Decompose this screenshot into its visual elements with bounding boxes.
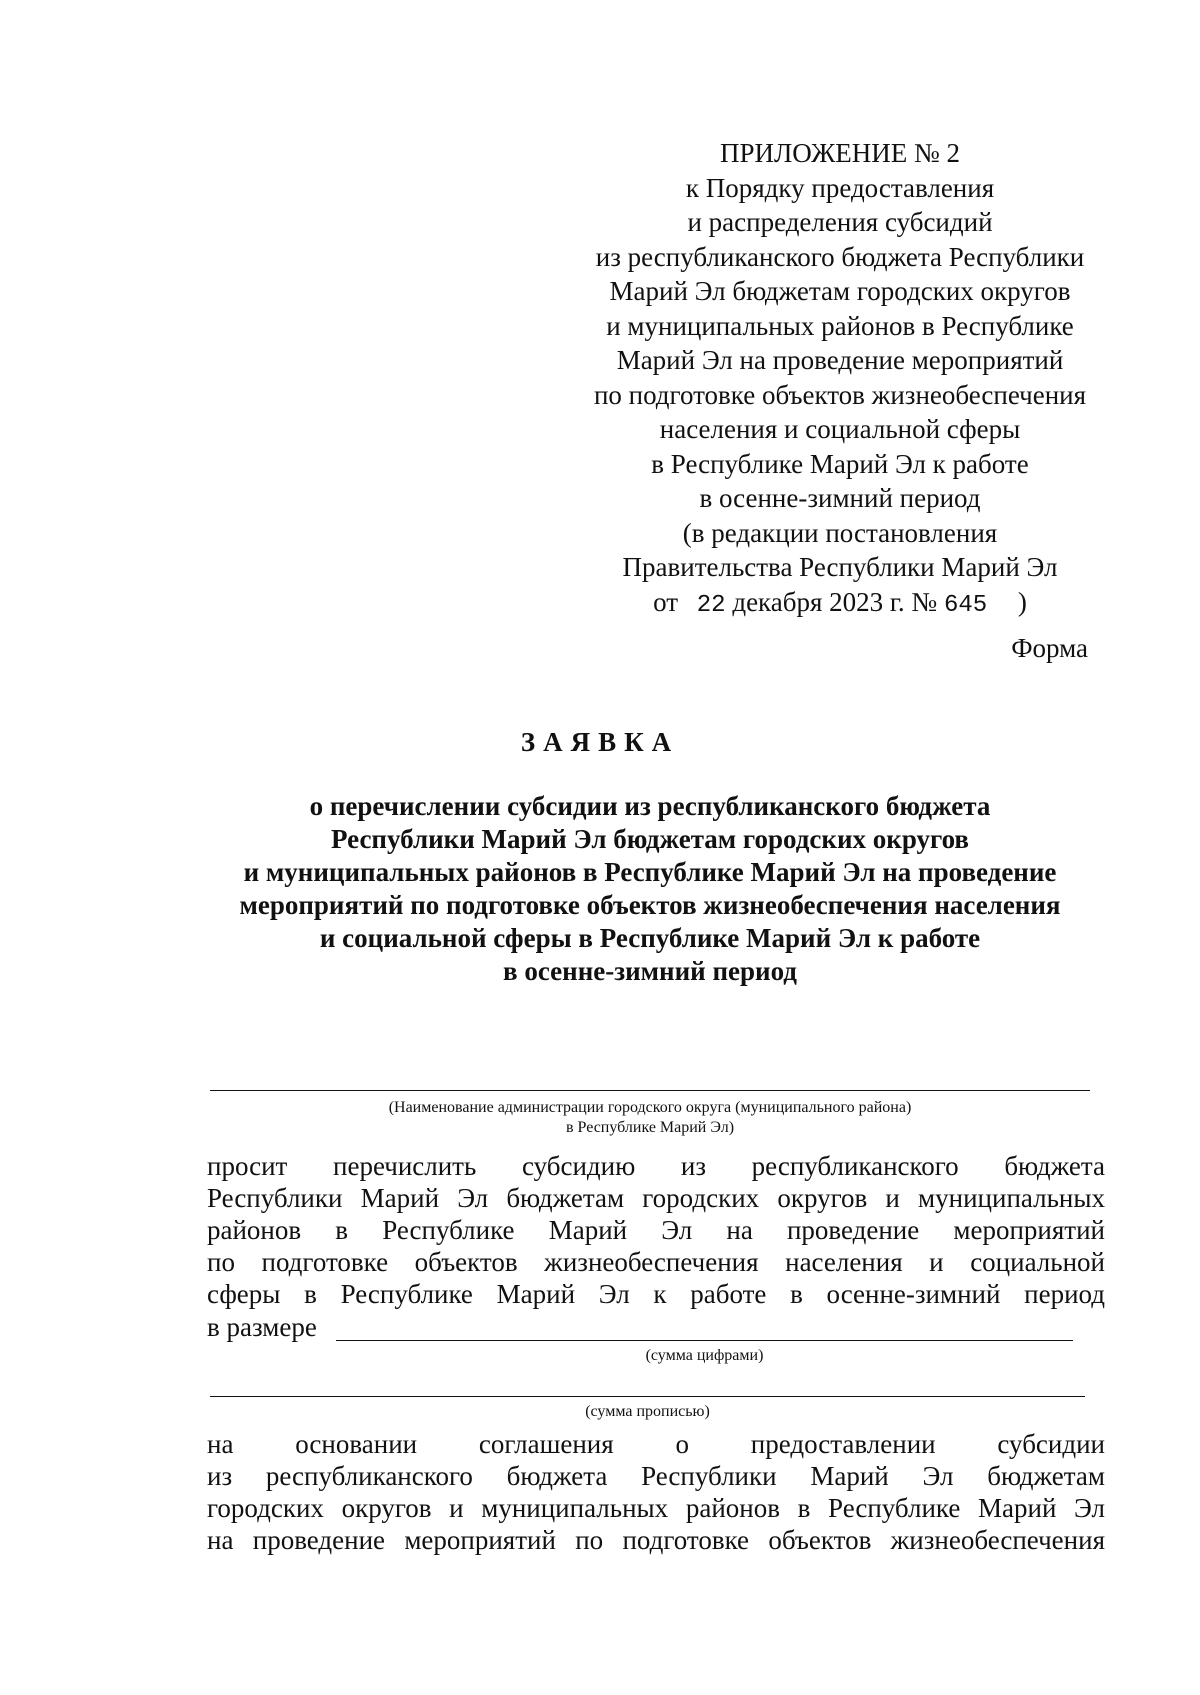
amount-words-caption: (сумма прописью): [585, 1403, 710, 1420]
subtitle-line: и муниципальных районов в Республике Марий Эл на проведение: [243, 857, 1057, 887]
document-subtitle: [190, 790, 1110, 988]
appendix-line: Марий Эл на проведение мероприятий: [616, 345, 1064, 375]
paragraph-line: районов в Республике Марий Эл на проведение мероприятий: [207, 1215, 1105, 1245]
date-prefix: от: [653, 586, 679, 617]
appendix-line: ПРИЛОЖЕНИЕ № 2: [719, 138, 961, 168]
appendix-line: Правительства Республики Марий Эл: [622, 552, 1058, 582]
subtitle-line: и социальной сферы в Республике Марий Эл к работе: [319, 923, 981, 953]
form-label: Форма: [1011, 633, 1088, 663]
amount-digits-field[interactable]: [336, 1340, 1073, 1341]
amount-digits-caption: (сумма цифрами): [645, 1347, 764, 1364]
subtitle-line: в осенне-зимний период: [503, 956, 797, 986]
appendix-line: (в редакции постановления: [682, 517, 998, 548]
paragraph-line: из республиканского бюджета Республики Марий Эл бюджетам: [207, 1461, 1105, 1491]
document-title: ЗАЯВКА: [520, 727, 680, 757]
appendix-line: в Республике Марий Эл к работе: [651, 448, 1029, 479]
basis-paragraph: [207, 1428, 1105, 1556]
resolution-day: 22: [696, 591, 726, 619]
paragraph-line: Республики Марий Эл бюджетам городских округов и муниципальных: [207, 1183, 1105, 1213]
administration-caption: [210, 1098, 1090, 1138]
paragraph-line: городских округов и муниципальных районов в Республике Марий Эл: [207, 1493, 1105, 1523]
administration-name-field[interactable]: [210, 1090, 1090, 1091]
appendix-line: и распределения субсидий: [687, 207, 993, 237]
amount-label: в размере: [207, 1312, 317, 1342]
amount-row: [207, 1311, 317, 1343]
resolution-date-line: [560, 585, 1120, 624]
appendix-line: к Порядку предоставления: [685, 172, 995, 203]
subtitle-line: Республики Марий Эл бюджетам городских округов: [331, 824, 969, 854]
resolution-number: 645: [943, 591, 988, 619]
appendix-line: по подготовке объектов жизнеобеспечения: [593, 379, 1087, 410]
subtitle-line: о перечислении субсидии из республиканского бюджета: [309, 791, 991, 821]
appendix-line: из республиканского бюджета Республики: [595, 241, 1085, 272]
paragraph-line: сферы в Республике Марий Эл к работе в осенне-зимний период: [207, 1279, 1105, 1309]
request-paragraph: [207, 1150, 1105, 1310]
caption-line: в Республике Марий Эл): [565, 1119, 735, 1136]
appendix-header: [560, 136, 1120, 623]
paragraph-line: на проведение мероприятий по подготовке объектов жизнеобеспечения: [207, 1525, 1105, 1555]
caption-line: (Наименование администрации городского округа (муниципального района): [388, 1099, 912, 1116]
appendix-line: Марий Эл бюджетам городских округов: [609, 276, 1071, 306]
appendix-line: населения и социальной сферы: [659, 414, 1021, 444]
paragraph-line: по подготовке объектов жизнеобеспечения населения и социальной: [207, 1247, 1105, 1277]
appendix-line: в осенне-зимний период: [699, 483, 981, 513]
paragraph-line: просит перечислить субсидию из республиканского бюджета: [207, 1151, 1105, 1181]
date-close: ): [1017, 586, 1027, 617]
paragraph-line: на основании соглашения о предоставлении субсидии: [207, 1429, 1105, 1459]
amount-words-field[interactable]: [210, 1396, 1085, 1397]
date-rest: декабря 2023 г. №: [732, 586, 938, 617]
appendix-line: и муниципальных районов в Республике: [606, 310, 1074, 341]
subtitle-line: мероприятий по подготовке объектов жизнеобеспечения населения: [239, 890, 1061, 920]
